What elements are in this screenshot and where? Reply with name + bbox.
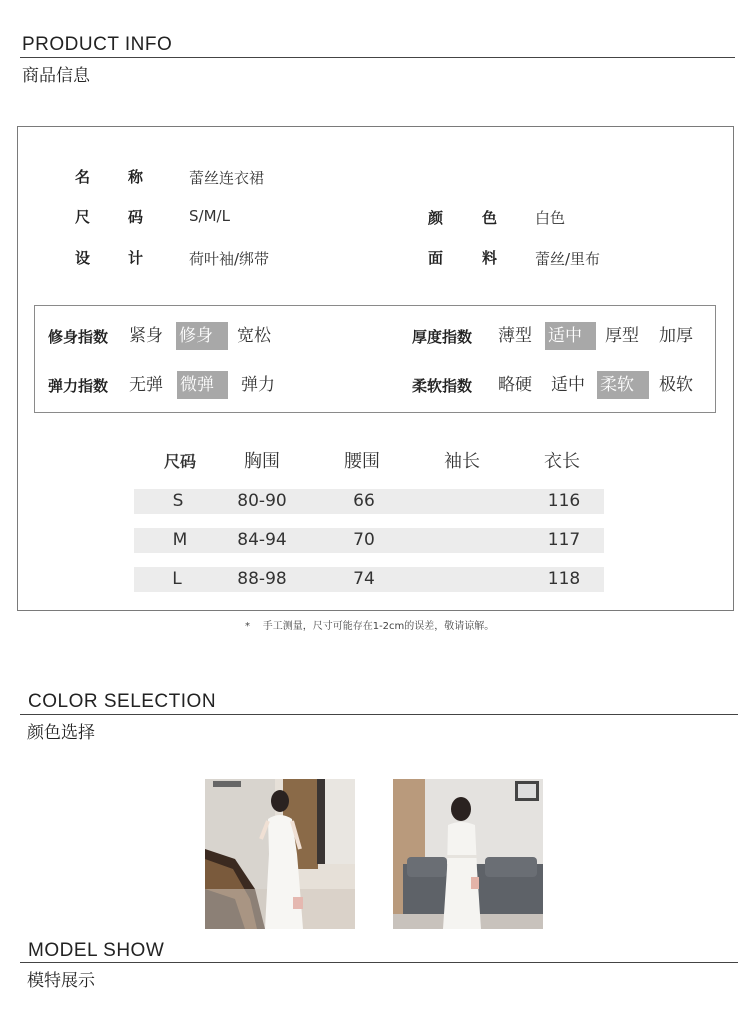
softness-option-0: 略硬 — [498, 375, 532, 395]
size-value: S/M/L — [189, 207, 230, 225]
color-selection-subtitle: 颜色选择 — [27, 723, 95, 743]
model-photo-back-image — [393, 779, 543, 929]
softness-option-1: 适中 — [551, 375, 585, 395]
table-header-waist: 腰围 — [344, 451, 380, 472]
fabric-label-2: 料 — [482, 249, 498, 267]
color-value: 白色 — [535, 209, 566, 227]
design-label-1: 设 — [75, 249, 91, 267]
color-selection-divider — [20, 714, 738, 715]
model-show-subtitle: 模特展示 — [27, 971, 95, 991]
table-cell-length: 116 — [547, 491, 581, 511]
table-cell-waist: 70 — [353, 530, 375, 550]
thickness-index-label: 厚度指数 — [412, 328, 473, 346]
softness-index-label: 柔软指数 — [412, 377, 473, 395]
stretch-option-1: 微弹 — [177, 371, 228, 399]
color-selection-title: COLOR SELECTION — [28, 691, 217, 712]
thickness-option-0: 薄型 — [498, 326, 532, 346]
table-header-sleeve: 袖长 — [444, 451, 480, 472]
model-photo-back — [393, 779, 543, 929]
design-value: 荷叶袖/绑带 — [189, 250, 270, 268]
name-value: 蕾丝连衣裙 — [189, 169, 265, 187]
table-header-size: 尺码 — [163, 452, 196, 471]
table-cell-waist: 74 — [353, 569, 375, 589]
model-show-title: MODEL SHOW — [28, 940, 165, 961]
table-cell-chest: 80-90 — [237, 491, 287, 511]
table-header-length: 衣长 — [544, 451, 580, 472]
product-info-title: PRODUCT INFO — [22, 34, 173, 55]
thickness-option-2: 厚型 — [605, 326, 639, 346]
thickness-option-3: 加厚 — [659, 326, 693, 346]
softness-option-3: 极软 — [659, 375, 693, 395]
stretch-option-2: 弹力 — [241, 375, 275, 395]
table-header-chest: 胸围 — [244, 451, 280, 472]
table-cell-chest: 84-94 — [237, 530, 287, 550]
thickness-option-1: 适中 — [545, 322, 596, 350]
stretch-option-0: 无弹 — [129, 375, 163, 395]
model-photo-front-image — [205, 779, 355, 929]
stretch-index-label: 弹力指数 — [48, 377, 109, 395]
table-cell-chest: 88-98 — [237, 569, 287, 589]
model-show-divider — [20, 962, 738, 963]
size-label-1: 尺 — [75, 208, 91, 226]
model-photo-front — [205, 779, 355, 929]
fit-option-1: 修身 — [176, 322, 228, 350]
color-label-2: 色 — [482, 209, 498, 227]
product-info-divider — [20, 57, 735, 58]
fit-option-0: 紧身 — [129, 326, 163, 346]
product-info-subtitle: 商品信息 — [22, 66, 90, 86]
fabric-label-1: 面 — [428, 249, 444, 267]
fit-index-label: 修身指数 — [48, 328, 109, 346]
name-label-1: 名 — [75, 168, 91, 186]
table-cell-waist: 66 — [353, 491, 375, 511]
fit-option-2: 宽松 — [237, 326, 271, 346]
name-label-2: 称 — [128, 168, 144, 186]
table-cell-size: S — [172, 491, 184, 511]
measurement-note: * 手工测量，尺寸可能存在1-2cm的误差，敬请谅解。 — [245, 621, 495, 632]
softness-option-2: 柔软 — [597, 371, 649, 399]
size-label-2: 码 — [128, 208, 144, 226]
design-label-2: 计 — [128, 249, 144, 267]
table-cell-length: 117 — [547, 530, 581, 550]
table-cell-size: L — [172, 569, 182, 589]
table-cell-size: M — [172, 530, 188, 550]
table-cell-length: 118 — [547, 569, 581, 589]
color-label-1: 颜 — [428, 209, 444, 227]
fabric-value: 蕾丝/里布 — [535, 250, 601, 268]
